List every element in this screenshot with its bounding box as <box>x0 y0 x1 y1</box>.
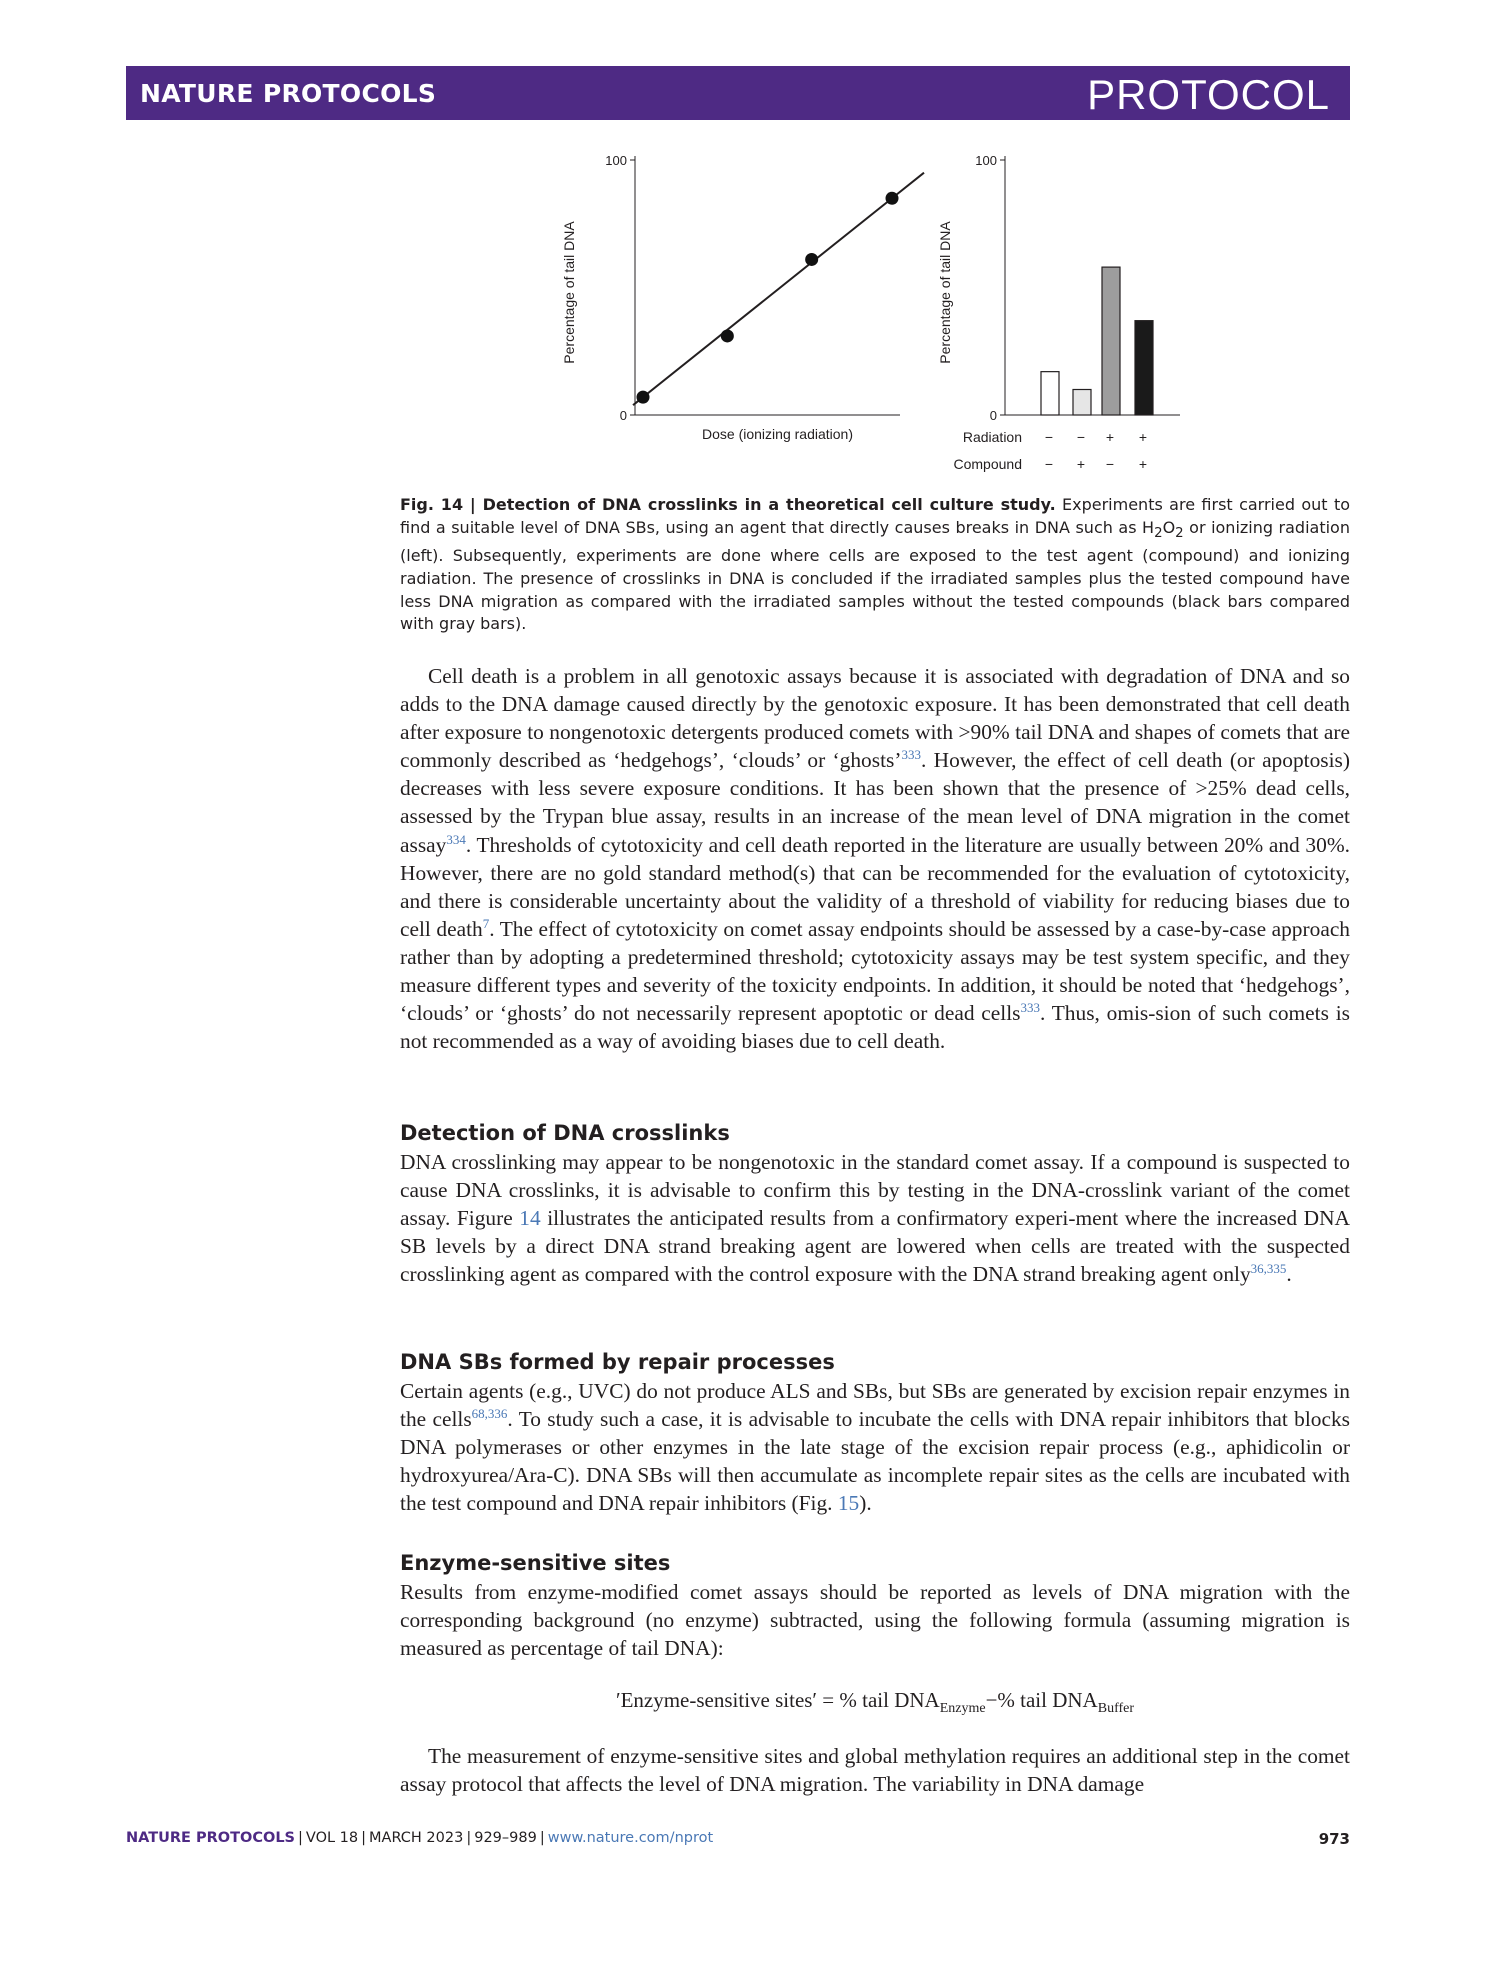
condition-sign: − <box>1044 429 1054 445</box>
caption-text: or ionizing radiation (left). Subsequently, experiments are done where cells are exposed to the test agent (compound) and ionizing radiation. The presence of crosslinks in DNA is concluded if the irradiated samples plus the tested compound have less DNA migration as compared with the irradiated samples without the tested compounds (black bars compared with gray bars). <box>400 517 1350 634</box>
formula-text: ′Enzyme-sensitive sites′ = % tail DNA <box>615 1688 940 1712</box>
body-text: Cell death is a problem in all genotoxic assays because it is associated with degradation of DNA and so adds to the DNA damage caused directly by the genotoxic exposure. It has been demonstrated that cell death after exposure to nongenotoxic detergents produced comets with >90% tail DNA and shapes of comets that are commonly described as ‘hedgehogs’, ‘clouds’ or ‘ghosts’ <box>400 664 1350 773</box>
caption-text: O <box>1162 517 1176 537</box>
body-text: . Thus, omis-sion of such comets is not recommended as a way of avoiding biases due to cell death. <box>400 1001 1350 1054</box>
y-axis-label: Percentage of tail DNA <box>561 221 577 364</box>
citation-link[interactable]: 36,335 <box>1250 1261 1287 1277</box>
formula-subscript: Enzyme <box>939 1701 986 1716</box>
condition-sign: + <box>1105 429 1115 445</box>
condition-sign: − <box>1076 429 1086 445</box>
x-axis-label: Dose (ionizing radiation) <box>702 426 853 442</box>
bar <box>1135 321 1153 415</box>
footer-journal: NATURE PROTOCOLS <box>126 1830 296 1846</box>
body-text: DNA crosslinking may appear to be nongenotoxic in the standard comet assay. If a compound is suspected to cause DNA crosslinks, it is advisable to confirm this by testing in the DNA-crosslink variant of the comet assay. Figure <box>400 1150 1350 1231</box>
condition-sign: + <box>1076 456 1086 472</box>
figure-link[interactable]: 14 <box>519 1206 541 1231</box>
article-type: PROTOCOL <box>1087 71 1330 118</box>
figure-caption <box>400 494 1350 636</box>
bar <box>1102 267 1120 415</box>
body-text: Certain agents (e.g., UVC) do not produce ALS and SBs, but SBs are generated by excision repair enzymes in the cells <box>400 1379 1350 1432</box>
caption-subscript: 2 <box>1175 525 1184 541</box>
paragraph-measurement <box>400 1742 1350 1798</box>
section-heading-crosslinks: Detection of DNA crosslinks <box>400 1121 730 1145</box>
paragraph-cell-death <box>400 662 1350 1055</box>
y-tick-label: 100 <box>605 153 627 168</box>
bar <box>1041 372 1059 415</box>
citation-link[interactable]: 333 <box>1020 1000 1040 1016</box>
footer-separator: | <box>539 1830 545 1846</box>
footer-volume: VOL 18 <box>305 1830 359 1846</box>
caption-title: Fig. 14 | Detection of DNA crosslinks in a theoretical cell culture study. <box>400 495 1056 514</box>
condition-sign: + <box>1138 429 1148 445</box>
figure-14 <box>540 140 1200 490</box>
journal-name: NATURE PROTOCOLS <box>140 79 437 108</box>
bar <box>1073 390 1091 416</box>
y-tick-label: 0 <box>619 408 627 423</box>
citation-link[interactable]: 333 <box>901 747 921 763</box>
footer-pages: 929–989 <box>474 1830 537 1846</box>
citation-link[interactable]: 334 <box>446 831 466 847</box>
body-text: The measurement of enzyme-sensitive sites and global methylation requires an additional step in the comet assay protocol that affects the level of DNA migration. The variability in DNA damage <box>400 1744 1350 1797</box>
formula-subscript: Buffer <box>1097 1701 1135 1716</box>
y-tick-label: 100 <box>975 153 997 168</box>
section-heading-repair: DNA SBs formed by repair processes <box>400 1350 835 1374</box>
y-tick-label: 0 <box>989 408 997 423</box>
paragraph-crosslinks <box>400 1148 1350 1288</box>
citation-link[interactable]: 68,336 <box>471 1406 508 1422</box>
fit-line <box>633 173 924 405</box>
condition-sign: + <box>1138 456 1148 472</box>
figure-link[interactable]: 15 <box>837 1491 860 1516</box>
formula-text: −% tail DNA <box>985 1688 1098 1712</box>
formula-enzyme-sites <box>400 1688 1350 1716</box>
y-axis-label: Percentage of tail DNA <box>937 221 953 364</box>
body-text: . To study such a case, it is advisable to incubate the cells with DNA repair inhibitors that blocks DNA polymerases or other enzymes in the late stage of the excision repair process (e.g., aphidicolin or hydroxyurea/Ara-C). DNA SBs will then accumulate as incomplete repair sites as the cells are incubated with the test compound and DNA repair inhibitors (Fig. <box>400 1407 1350 1516</box>
page-footer <box>126 1830 1350 1846</box>
paragraph-repair <box>400 1377 1350 1517</box>
section-heading-enzyme: Enzyme-sensitive sites <box>400 1551 671 1575</box>
data-point <box>805 253 818 266</box>
caption-subscript: 2 <box>1154 525 1163 541</box>
data-point <box>721 329 734 342</box>
data-point <box>637 391 650 404</box>
footer-url-link[interactable]: www.nature.com/nprot <box>547 1830 714 1846</box>
condition-sign: − <box>1044 456 1054 472</box>
footer-date: MARCH 2023 <box>369 1830 464 1846</box>
condition-sign: − <box>1105 456 1115 472</box>
citation-link[interactable]: 7 <box>482 915 490 931</box>
footer-separator: | <box>298 1830 303 1846</box>
body-text: . Thresholds of cytotoxicity and cell death reported in the literature are usually between 20% and 30%. However, there are no gold standard method(s) that can be recommended for the evaluation of cytotoxicity, and there is considerable uncertainty about the validity of a threshold of viability for reducing biases due to cell death <box>400 832 1350 941</box>
condition-label: Radiation <box>962 429 1022 445</box>
journal-header-bar <box>126 66 1350 120</box>
body-text: illustrates the anticipated results from a confirmatory experi-ment where the increased DNA SB levels by a direct DNA strand breaking agent are lowered when cells are treated with the suspected crosslinking agent as compared with the control exposure with the DNA strand breaking agent only <box>400 1206 1350 1287</box>
page-number: 973 <box>1318 1830 1350 1848</box>
footer-separator: | <box>361 1830 367 1846</box>
body-text: . However, the effect of cell death (or apoptosis) decreases with less severe exposure conditions. It has been shown that the presence of >25% dead cells, assessed by the Trypan blue assay, results in an increase of the mean level of DNA migration in the comet assay <box>400 748 1350 857</box>
figure-14-charts <box>540 140 1200 490</box>
condition-label: Compound <box>953 456 1022 472</box>
footer-separator: | <box>466 1830 472 1846</box>
paragraph-enzyme <box>400 1578 1350 1662</box>
data-point <box>886 192 899 205</box>
caption-text: Experiments are first carried out to find a suitable level of DNA SBs, using an agent that directly causes breaks in DNA such as H <box>400 495 1350 537</box>
body-text: ). <box>859 1491 872 1516</box>
body-text: . <box>1286 1262 1292 1287</box>
body-text: . The effect of cytotoxicity on comet assay endpoints should be assessed by a case-by-case approach rather than by adopting a predetermined threshold; cytotoxicity assays may be test system specific, and they measure different types and severity of the toxicity endpoints. In addition, it should be noted that ‘hedgehogs’, ‘clouds’ or ‘ghosts’ do not necessarily represent apoptotic or dead cells <box>400 916 1351 1026</box>
body-text: Results from enzyme-modified comet assays should be reported as levels of DNA migration with the corresponding background (no enzyme) subtracted, using the following formula (assuming migration is measured as percentage of tail DNA): <box>400 1580 1350 1661</box>
